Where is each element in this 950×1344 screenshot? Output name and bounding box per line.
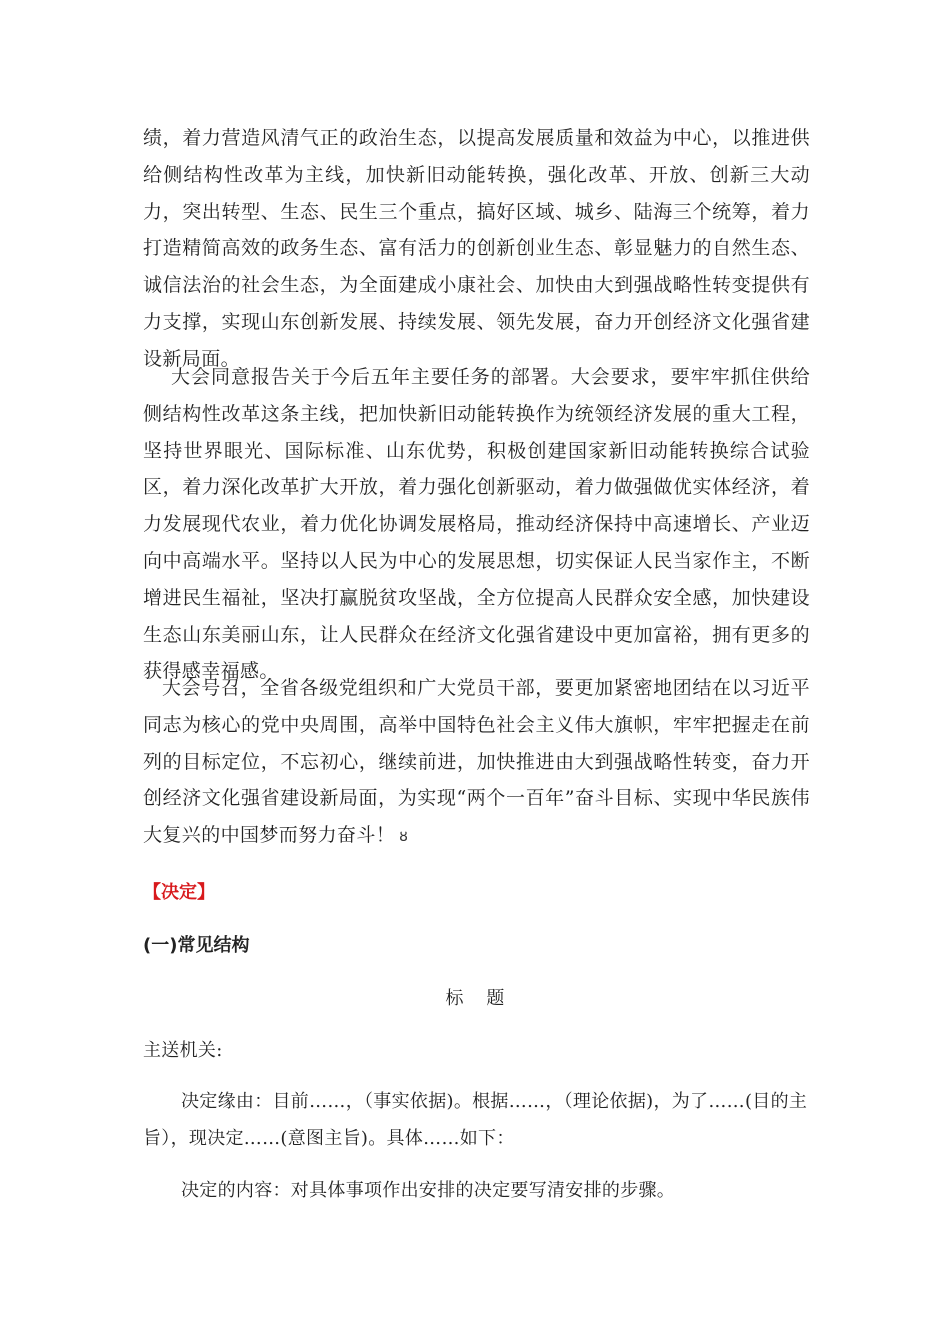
template-line-reason: 决定缘由：目前……，（事实依据)。根据……，（理论依据)，为了……(目的主旨），现决定……(意图主旨)。具体……如下： (143, 1091, 808, 1149)
paragraph-mark-icon: ȣ (399, 829, 409, 846)
section-heading: 【决定】 (143, 882, 215, 903)
body-paragraph-1: 绩，着力营造风清气正的政治生态，以提高发展质量和效益为中心，以推进供给侧结构性改革为主线，加快新旧动能转换，强化改革、开放、创新三大动力，突出转型、生态、民生三个重点，搞好区域、城乡、陆海三个统筹，着力打造精简高效的政务生态、富有活力的创新创业生态、彰显魅力的自然生态、诚信法治的社会生态，为全面建成小康社会、加快由大到强战略性转变提供有力支撑，实现山东创新发展、持续发展、领先发展，奋力开创经济文化强省建设新局面。 (143, 127, 810, 370)
body-paragraph-3 (143, 670, 810, 856)
template-line-content: 决定的内容：对具体事项作出安排的决定要写清安排的步骤。 (181, 1180, 676, 1201)
body-paragraph-3-text: 大会号召，全省各级党组织和广大党员干部，要更加紧密地团结在以习近平同志为核心的党中央周围，高举中国特色社会主义伟大旗帜，牢牢把握走在前列的目标定位，不忘初心，继续前进，加快推进由大到强战略性转变，奋力开创经济文化强省建设新局面，为实现“两个一百年”奋斗目标、实现中华民族伟大复兴的中国梦而努力奋斗！ (143, 677, 810, 847)
subheading: (一)常见结构 (143, 935, 250, 956)
template-title: 标 题 (445, 988, 505, 1009)
template-line-addressee: 主送机关: (143, 1040, 223, 1061)
body-paragraph-2: 大会同意报告关于今后五年主要任务的部署。大会要求，要牢牢抓住供给侧结构性改革这条主线，把加快新旧动能转换作为统领经济发展的重大工程，坚持世界眼光、国际标准、山东优势，积极创建国家新旧动能转换综合试验区，着力深化改革扩大开放，着力强化创新驱动，着力做强做优实体经济，着力发展现代农业，着力优化协调发展格局，推动经济保持中高速增长、产业迈向中高端水平。坚持以人民为中心的发展思想，切实保证人民当家作主，不断增进民生福祉，坚决打赢脱贫攻坚战，全方位提高人民群众安全感，加快建设生态山东美丽山东，让人民群众在经济文化强省建设中更加富裕，拥有更多的获得感幸福感。 (143, 366, 810, 683)
